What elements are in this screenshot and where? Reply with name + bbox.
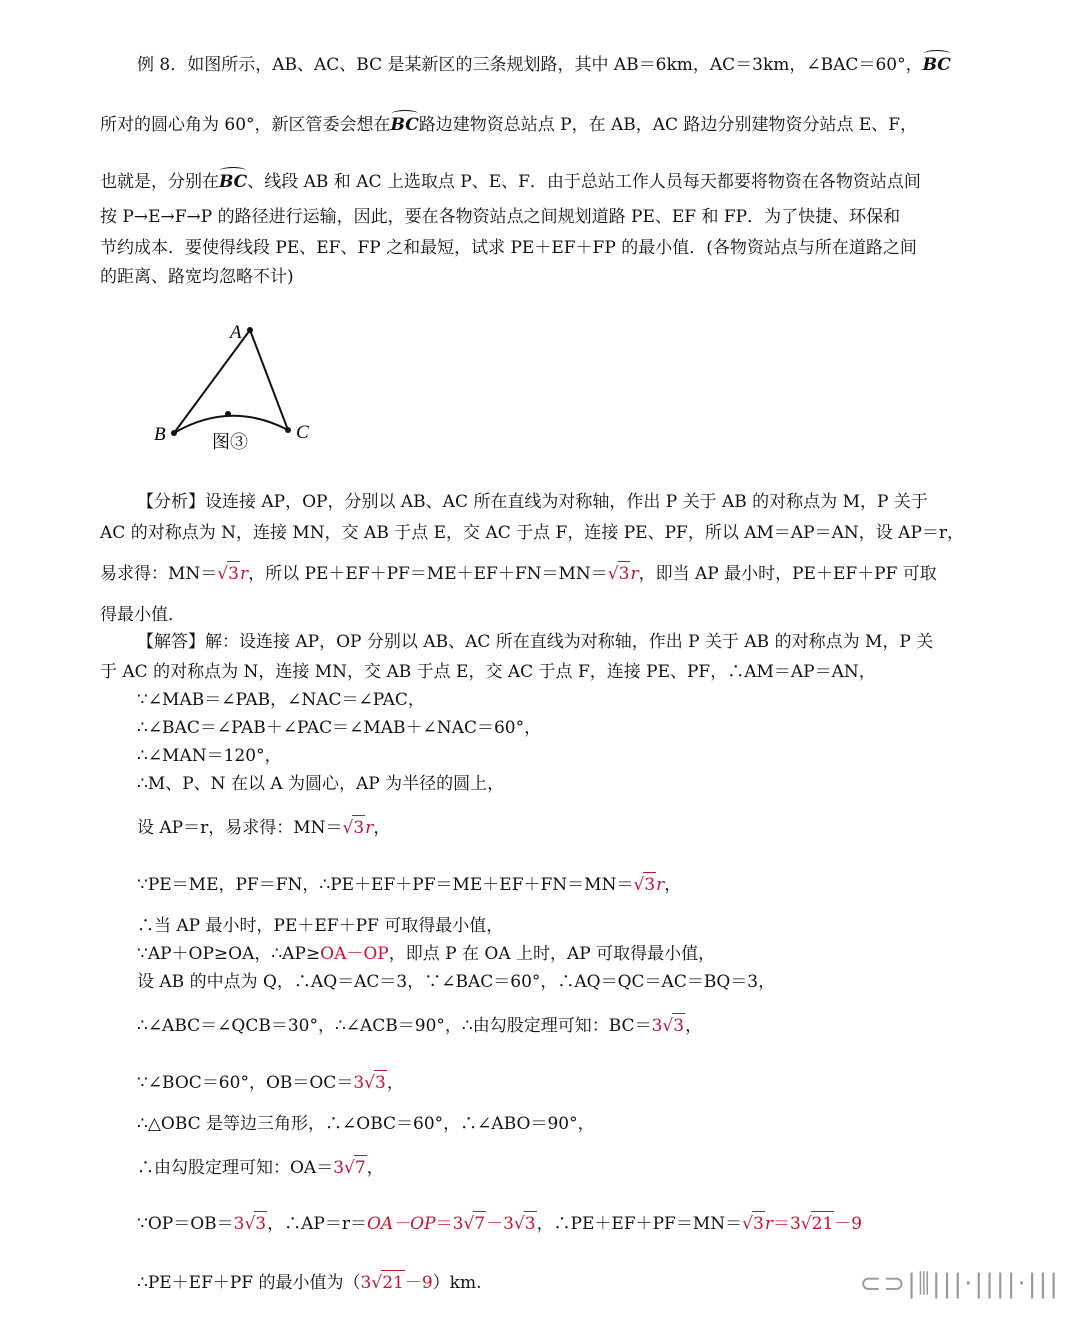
solution-line-9: ∴当 AP 最小时，PE＋EF＋PF 可取得最小值， [137,916,504,936]
analysis-line-2: AC 的对称点为 N，连接 MN，交 AB 于点 E，交 AC 于点 F，连接 PE、PF，所以 AM＝AP＝AN，设 AP＝r， [100,523,965,543]
solution-line-12: ∴∠ABC＝∠QCB＝30°，∴∠ACB＝90°，∴由勾股定理可知：BC＝3√3， [137,1013,702,1038]
analysis-line-4: 得最小值． [100,605,185,625]
arc-bc [174,416,288,433]
problem-line-3: 也就是，分别在BC、线段 AB 和 AC 上选取点 P、E、F．由于总站工作人员每天都要将物资在各物资站点间 [100,172,921,192]
problem-line-4: 按 P→E→F→P 的路径进行运输，因此，要在各物资站点之间规划道路 PE、EF 和 FP．为了快捷、环保和 [100,207,901,227]
formula-3-root3: 3√3 [353,1073,387,1093]
formula-3-root7: 3√7 [333,1158,367,1178]
segment-ac [250,330,288,430]
point-c [285,427,291,433]
formula-oa-op: OA－OP [366,1214,436,1234]
solution-line-10: ∵AP＋OP≥OA，∴AP≥OA－OP，即点 P 在 OA 上时，AP 可取得最小值， [137,944,716,964]
formula-3-root3: 3√3 [652,1016,686,1036]
formula-root3-r: √3r [217,564,248,584]
formula-root3-r: √3r [742,1214,773,1234]
solution-line-3: ∵∠MAB＝∠PAB，∠NAC＝∠PAC， [137,690,425,710]
point-b [171,430,177,436]
figure-caption: 图③ [212,432,248,452]
analysis-line-1: 【分析】设连接 AP，OP，分别以 AB、AC 所在直线为对称轴，作出 P 关于 AB 的对称点为 M，P 关于 [137,492,928,512]
solution-line-17: ∴PE＋EF＋PF 的最小值为（3√21－9）km. [137,1270,481,1295]
solution-line-1: 【解答】解：设连接 AP，OP 分别以 AB、AC 所在直线为对称轴，作出 P 关于 AB 的对称点为 M，P 关 [137,632,934,652]
solution-line-2: 于 AC 的对称点为 N，连接 MN，交 AB 于点 E，交 AC 于点 F，连接 PE、PF，∴AM＝AP＝AN， [100,662,876,682]
solution-line-15: ∴由勾股定理可知：OA＝3√7， [137,1155,384,1180]
problem-line-2: 所对的圆心角为 60°，新区管委会想在BC路边建物资总站点 P，在 AB，AC 路边分别建物资分站点 E、F， [100,115,918,135]
label-c: C [296,422,309,443]
geometry-figure [140,310,340,460]
arc-bc-symbol: BC [390,115,419,135]
watermark: ⊂⊃|⫼|||·||||·||| [859,1269,1060,1299]
solution-line-14: ∴△OBC 是等边三角形，∴∠OBC＝60°，∴∠ABO＝90°， [137,1114,595,1134]
solution-line-6: ∴M、P、N 在以 A 为圆心，AP 为半径的圆上， [137,774,505,794]
arc-bc-symbol: BC [219,172,248,192]
formula-3root7-minus-3root3: 3√7－3√3 [453,1214,537,1234]
formula-root3-r: √3r [343,818,374,838]
point-a [247,327,253,333]
arc-bc-symbol: BC [922,55,951,75]
formula-3root21-minus-9: 3√21－9 [790,1214,862,1234]
analysis-line-3: 易求得：MN＝√3r，所以 PE＋EF＋PF＝ME＋EF＋FN＝MN＝√3r，即当 AP 最小时，PE＋EF＋PF 可取 [100,561,937,586]
problem-line-6: 的距离、路宽均忽略不计) [100,267,294,287]
solution-line-16: ∵OP＝OB＝3√3，∴AP＝r＝OA－OP＝3√7－3√3，∴PE＋EF＋PF＝MN＝√3r＝3√21－9 [137,1211,862,1236]
solution-line-4: ∴∠BAC＝∠PAB＋∠PAC＝∠MAB＋∠NAC＝60°， [137,718,542,738]
formula-oa-op: OA－OP [320,944,389,964]
solution-line-8: ∵PE＝ME，PF＝FN，∴PE＋EF＋PF＝ME＋EF＋FN＝MN＝√3r， [137,872,681,897]
solution-line-5: ∴∠MAN＝120°， [137,746,282,766]
solution-line-11: 设 AB 的中点为 Q，∴AQ＝AC＝3，∵∠BAC＝60°，∴AQ＝QC＝AC＝BQ＝3， [137,972,776,992]
solution-line-7: 设 AP＝r，易求得：MN＝√3r， [137,815,390,840]
solution-line-13: ∵∠BOC＝60°，OB＝OC＝3√3， [137,1070,404,1095]
formula-3root21-minus-9: 3√21－9 [361,1273,433,1293]
label-a: A [230,322,242,343]
problem-line-5: 节约成本．要使得线段 PE、EF、FP 之和最短，试求 PE＋EF＋FP 的最小值．(各物资站点与所在道路之间 [100,238,917,258]
point-arc-mid [225,411,231,417]
formula-root3-r: √3r [608,564,639,584]
formula-3-root3: 3√3 [234,1214,268,1234]
problem-line-1: 例 8．如图所示，AB、AC、BC 是某新区的三条规划路，其中 AB＝6km，AC＝3km，∠BAC＝60°，BC [137,55,951,75]
label-b: B [154,424,166,445]
formula-root3-r: √3r [633,875,664,895]
